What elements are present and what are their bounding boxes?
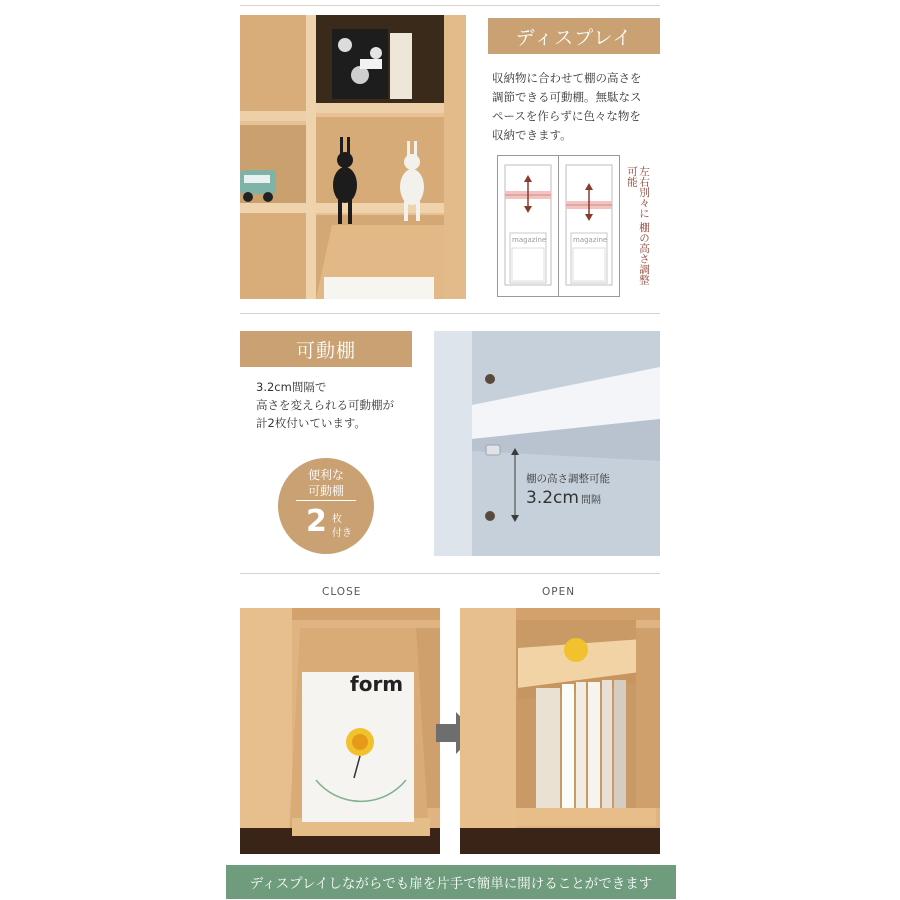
magazine-title: form [350, 672, 404, 696]
diagram-side-note: 左右別々に 棚の高さ調整可能 [626, 166, 650, 285]
section-divider [240, 573, 660, 574]
badge-suffix1: 枚 [332, 514, 342, 525]
movable-description-line: 計2枚付いています。 [256, 416, 366, 430]
shelf-diagram [497, 155, 620, 297]
display-description-line: 収納できます。 [492, 128, 572, 142]
two-shelves-badge [278, 458, 374, 554]
magazine-label-right: magazine [573, 236, 608, 244]
badge-line2: 可動棚 [307, 484, 344, 498]
badge-suffix2: 付き [332, 528, 352, 539]
badge-separator [296, 500, 356, 501]
close-photo [240, 608, 440, 854]
display-description-line: 収納物に合わせて棚の高さを [492, 71, 642, 85]
movable-description-line: 高さを変えられる可動棚が [256, 398, 394, 412]
top-divider [240, 5, 660, 6]
magazine-label-left: magazine [512, 236, 547, 244]
section-divider [240, 313, 660, 314]
badge-line1: 便利な [307, 468, 344, 482]
shelf-pin-photo [434, 331, 660, 556]
movable-shelf-tag: 可動棚 [240, 331, 412, 367]
pin-photo-number: 3.2cm [526, 488, 579, 508]
open-photo [460, 608, 660, 854]
display-shelf-photo [240, 15, 466, 299]
display-description-line: 調節できる可動棚。無駄なス [492, 90, 642, 104]
display-description-line: ペースを作らずに色々な物を [492, 109, 641, 123]
close-label: CLOSE [322, 586, 362, 598]
display-description [492, 69, 667, 145]
bottom-banner: ディスプレイしながらでも扉を片手で簡単に開けることができます [226, 865, 676, 899]
pin-photo-value [526, 488, 601, 508]
open-label: OPEN [542, 586, 576, 598]
badge-number: 2 [306, 504, 327, 539]
pin-photo-label: 棚の高さ調整可能 [526, 473, 610, 485]
display-tag: ディスプレイ [488, 18, 660, 54]
movable-description-line: 3.2cm間隔で [256, 380, 327, 394]
pin-photo-unit: 間隔 [580, 495, 601, 506]
movable-shelf-description [256, 378, 426, 432]
